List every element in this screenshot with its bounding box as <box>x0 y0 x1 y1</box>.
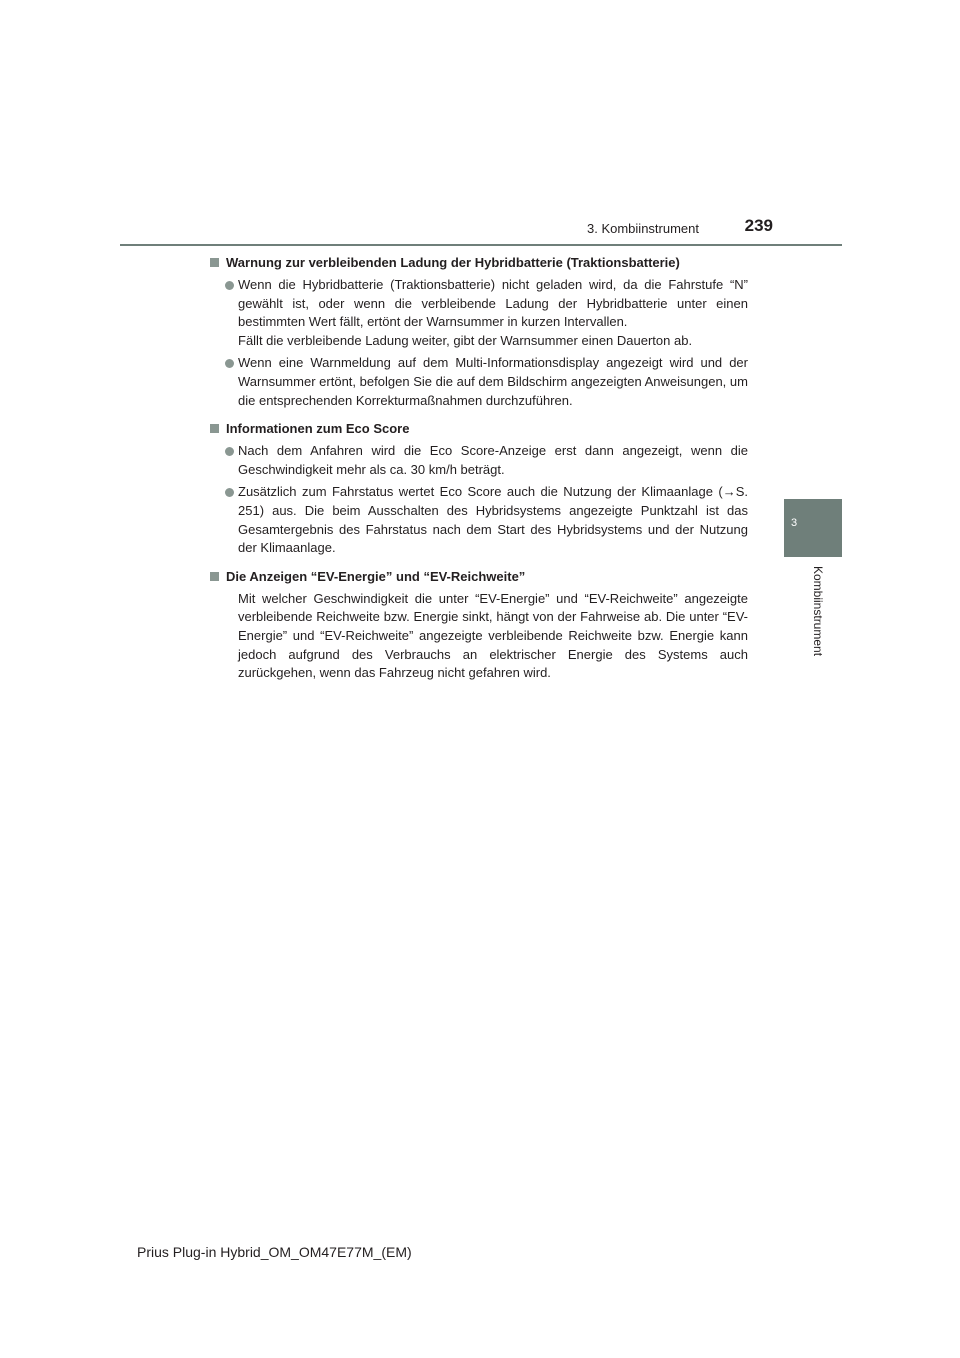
section-heading <box>210 420 748 438</box>
section-title: 3. Kombiinstrument <box>587 221 699 236</box>
heading-text: Warnung zur verbleibenden Ladung der Hybridbatterie (Traktionsbatterie) <box>226 255 680 270</box>
page-header <box>0 0 960 250</box>
square-bullet-icon <box>210 572 219 581</box>
circle-bullet-icon <box>225 281 234 290</box>
page-content <box>210 254 748 687</box>
page-footer: Prius Plug-in Hybrid_OM_OM47E77M_(EM) <box>137 1244 412 1260</box>
bullet-text: Zusätzlich zum Fahrstatus wertet Eco Score auch die Nutzung der Klimaanlage (→S. 251) aus. Die beim Ausschalten des Hybridsystems angezeigte Punktzahl ist das Gesamtergebnis des Fahrstatus nach dem Start des Hybridsystems und der Nutzung der Klimaanlage. <box>238 484 748 556</box>
section-heading <box>210 254 748 272</box>
chapter-label: Kombiinstrument <box>811 566 825 657</box>
chapter-tab[interactable] <box>784 499 842 557</box>
circle-bullet-icon <box>225 488 234 497</box>
square-bullet-icon <box>210 424 219 433</box>
heading-text: Die Anzeigen “EV-Energie” und “EV-Reichweite” <box>226 568 526 584</box>
section-heading <box>210 568 748 586</box>
bullet-text: Nach dem Anfahren wird die Eco Score-Anzeige erst dann angezeigt, wenn die Geschwindigkeit mehr als ca. 30 km/h beträgt. <box>238 443 748 477</box>
circle-bullet-icon <box>225 447 234 456</box>
circle-bullet-icon <box>225 359 234 368</box>
bullet-item <box>210 442 748 479</box>
bullet-text: Wenn eine Warnmeldung auf dem Multi-Informationsdisplay angezeigt wird und der Warnsummer ertönt, befolgen Sie die auf dem Bildschirm angezeigten Anweisungen, um die entsprechenden Korrekturmaßnahmen durchzuführen. <box>238 355 748 408</box>
bullet-item <box>210 354 748 410</box>
chapter-number: 3 <box>790 517 798 529</box>
header-divider <box>120 244 842 246</box>
heading-text: Informationen zum Eco Score <box>226 421 410 437</box>
bullet-item <box>210 483 748 557</box>
bullet-text: Wenn die Hybridbatterie (Traktionsbatterie) nicht geladen wird, da die Fahrstufe “N” gewählt ist, oder wenn die verbleibende Ladung der Hybridbatterie unter einen bestimmten Wert fällt, ertönt der Warnsummer in kurzen Intervallen. <box>238 277 748 330</box>
bullet-text: Fällt die verbleibende Ladung weiter, gibt der Warnsummer einen Dauerton ab. <box>238 332 693 348</box>
paragraph-text: Mit welcher Geschwindigkeit die unter “EV-Energie” und “EV-Reichweite” angezeigte verbleibende Reichweite bzw. Energie sinkt, hängt von der Fahrweise ab. Die unter “EV-Energie” und “EV-Reichweite” angezeigte verbleibende Reichweite bzw. Energie kann jedoch aufgrund des Verbrauchs an elektrischer Energie des Systems auch zurückgehen, wenn das Fahrzeug nicht gefahren wird. <box>238 590 748 681</box>
page-number: 239 <box>744 216 773 235</box>
square-bullet-icon <box>210 258 219 267</box>
bullet-item <box>210 276 748 350</box>
